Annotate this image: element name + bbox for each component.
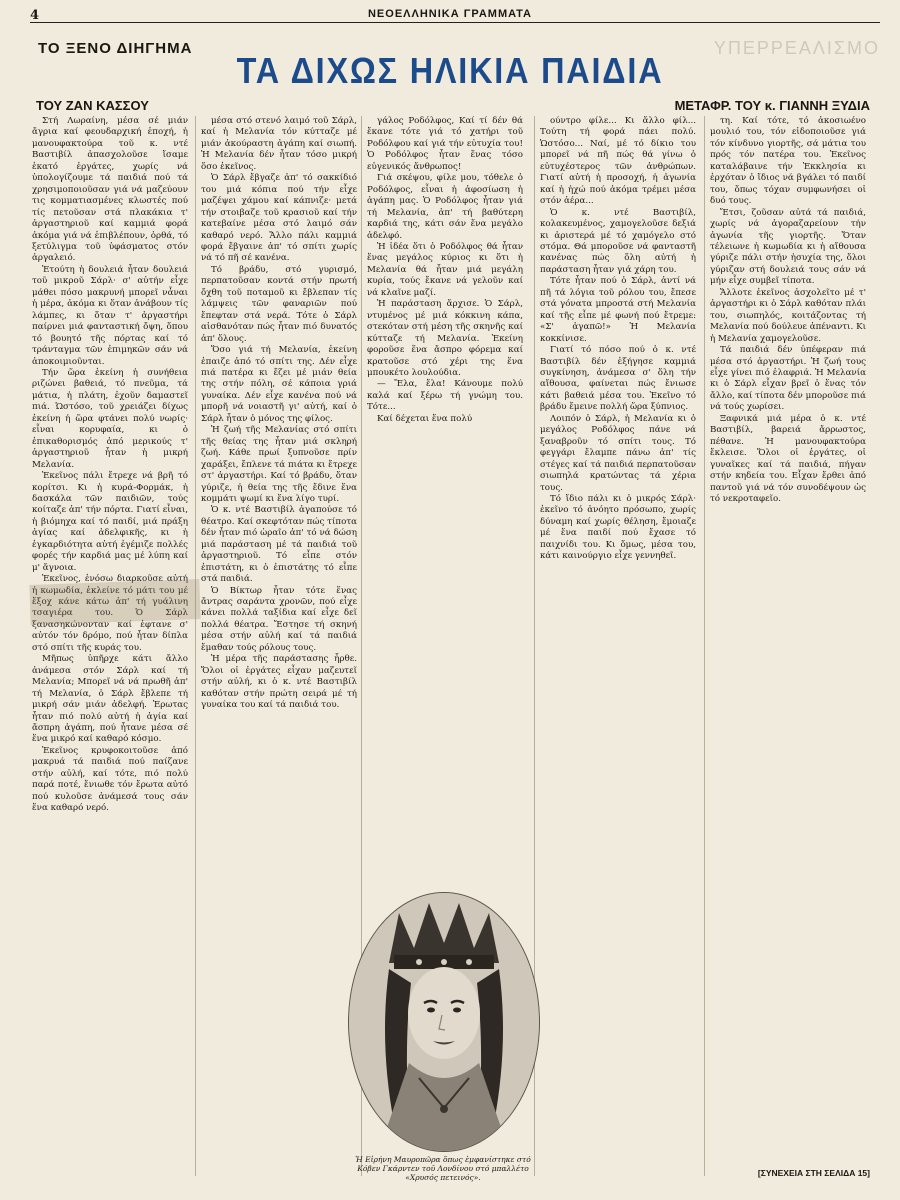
page-number: 4	[30, 8, 40, 23]
paragraph: Τά παιδιά δέν ὑπέφεραν πιά μέσα στό ἀργαστήρι. Ἡ ζωή τους εἶχε γίνει πιό ἐλαφριά. Ἡ Μελανία κι ὁ Σάρλ εἶχαν βρεῖ ὁ ἕνας τόν ἄλλο, καί τίποτα δέν μποροῦσε πιά νά τούς χωρίσει.	[710, 345, 866, 413]
paragraph: Γιατί τό πόσο πού ὁ κ. ντέ Βαστιβίλ δέν ἐξήγησε καμμιά συγκίνηση, ἀνάμεσα σ' ὅλη τήν αἴθουσα, φαίνεται πώς ἔνιωσε κάτι βαθειά μέσα του. Ἐκεῖνο τό βράδυ ἔμεινε πολλή ὥρα ξύπνιος.	[540, 345, 696, 413]
paragraph: Τό ἴδιο πάλι κι ὁ μικρός Σάρλ· ἐκεῖνο τό ἀνόητο πρόσωπο, χωρίς δύναμη καί χωρίς θέληση, ἔμοιαζε μέ ἕνα παιδί πού ἔχασε τό παιχνίδι του. Κι ὅμως, μέσα του, κάτι καινούργιο εἶχε γεννηθεῖ.	[540, 493, 696, 562]
paragraph: Ξαφνικά μιά μέρα ὁ κ. ντέ Βαστιβίλ, βαρειά ἄρρωστος, πέθανε. Ἡ μανουφακτούρα ἔκλεισε. Ὅλοι οἱ ἐργάτες, οἱ γυναῖκες καί τά παιδιά, πήγαν στήν κηδεία του. Εἶχαν ἔρθει ἀπό παντοῦ γιά νά τόν συνοδέψουν ὡς τό νεκροταφεῖο.	[710, 413, 866, 504]
paragraph: Τό βράδυ, στό γυρισμό, περπατοῦσαν κοντά στήν πρωτή ὄχθη τοῦ ποταμοῦ κι ἔβλεπαν τίς λάμψεις τῶν φαναριῶν πού ἔπεφταν στά νερά. Τότε ὁ Σάρλ αἰσθανόταν πώς ἦταν πιό δυνατός ἀπ' ὅλους.	[201, 264, 357, 344]
paragraph: τη. Καί τότε, τό ἀκοσιωένο μουλιό του, τόν εἰδοποιοῦσε γιά τόν κίνδυνο γιορτῆς, σά μάτια του πρός τόν πατέρα του. Ἐκεῖνος καταλάβαινε τήν Ἐκκλησία κι ἐρχόταν ὁ ἴδιος νά βγάλει τό παιδί του, ὅπως τόχαν συμφωνήσει οἱ δυό τους.	[710, 116, 866, 207]
paragraph: Ὁ κ. ντέ Βαστιβίλ, κολακευμένος, χαμογελοῦσε δεξιά κι ἀριστερά μέ τό χαμόγελο στό στόμα. Θά μποροῦσε νά φανταστῆ κανένας πώς ὅλη αὐτή ἡ παράσταση ἦταν γιά χάρη του.	[540, 207, 696, 275]
paragraph: Ἔτσι, ζοῦσαν αὐτά τά παιδιά, χωρίς νά ἀγοραζαρείουν τήν ἀγωνία τῆς γιορτῆς. Ὅταν τέλειωνε ἡ κωμωδία κι ἡ αἴθουσα γύριζε πάλι στήν ἡσυχία της, ὅλοι γύριζαν στή δουλειά τους σάν νά μήν εἶχε συμβεῖ τίποτα.	[710, 207, 866, 287]
dancer-illustration	[349, 893, 539, 1151]
text-column-4	[540, 116, 696, 1176]
paragraph: Ἐτούτη ἡ δουλειά ἦταν δουλειά τοῦ μικροῦ Σάρλ· σ' αὐτήν εἶχε μάθει πόσο μακρυνή μπορεῖ νἆναι ἡ μέρα, ἀκόμα κι ὅταν ἀνάβουν τίς λάμπες, κι ὅταν τ' ἀργαστήρι παίρνει μιά φανταστική ὄψη, ὅπου τό βουητό τῆς πόρτας καί τό τράνταγμα τῶν ἐπιμηκῶν σάν νά ἀποκοιμιοῦνται.	[32, 264, 188, 367]
paragraph: Ἡ μέρα τῆς παράστασης ἦρθε. Ὅλοι οἱ ἐργάτες εἶχαν μαζευτεῖ στήν αὐλή, κι ὁ κ. ντέ Βαστιβίλ καθόταν στήν πρώτη σειρά μέ τή γυναίκα του καί τά παιδιά του.	[201, 654, 357, 711]
paragraph: Γιά σκέψου, φίλε μου, τόθελε ὁ Ροδόλφος, εἶναι ἡ ἀφοσίωση ἡ ἀγάπη μας. Ὁ Ροδόλφος ἦταν γιά τή Μελανία, ἀπ' τή βαθύτερη καρδιά της, κάτι σάν ἕνα μεγάλο ἀδελφό.	[367, 173, 523, 241]
paragraph: Μῆπως ὑπῆρχε κάτι ἄλλο ἀνάμεσα στόν Σάρλ καί τή Μελανία; Μπορεῖ νά νά πρωθῆ ἀπ' τή Μελανία, ὁ Σάρλ ἔβλεπε τή μικρή σάν μιάν ἀδελφή. Ἐρωτας ἦταν πιό πολύ αὐτή ἡ ἁγία καί ἄσπρη ἀγάπη, πού ἦτανε μέσα σέ ἕνα μικρό καί καθαρό κόσμο.	[32, 654, 188, 745]
paragraph: Καί δέχεται ἕνα πολύ	[377, 413, 473, 424]
paragraph: Ἡ ζωή τῆς Μελανίας στό σπίτι τῆς θείας της ἦταν μιά σκληρή ζωή. Κάθε πρωί ξυπνοῦσε πρίν χαράξει, ἔπλενε τά πιάτα κι ἔτρεχε στ' ἀργαστήρι. Καί τό βράδυ, ὅταν γύριζε, ἡ θεία της τῆς ἔδινε ἕνα κομμάτι ψωμί κι ἕνα λίγο τυρί.	[201, 425, 357, 504]
paragraph: Ὁ Βίκτωρ ἦταν τότε ἕνας ἄντρας σαράντα χρονῶν, πού εἶχε κάνει πολλά ταξίδια καί εἶχε δεῖ πολλά θέατρα. Ἔστησε τή σκηνή μέσα στήν αὐλή καί τά παιδιά ἔμαθαν τούς ρόλους τους.	[201, 585, 357, 653]
portrait-photo	[338, 892, 548, 1154]
page-header	[0, 6, 900, 26]
paragraph: Ἡ ἰδέα ὅτι ὁ Ροδόλφος θά ἦταν ἕνας μεγάλος κύριος κι ὅτι ἡ Μελανία θά ἦταν μιά μεγάλη κυρία, τούς ἔκανε νά γελοῦν καί νά κλαῖνε μαζί.	[367, 241, 523, 298]
paragraph: Ὁ Σάρλ ἔβγαζε ἀπ' τό σακκίδιό του μιά κόπια πού τήν εἶχε μαζέψει χάμου καί κάπνιζε· μετά τήν στοιβαζε τοῦ κρασιοῦ καί τήν κατεβαίνε μέσα στό λαιμό σάν καθαρό νερό. Ἄλλο πάλι καμμιά φορά ἔβγαινε ἀπ' τό σπίτι χωρίς νά τό πῆ σέ κανένα.	[201, 173, 357, 264]
continued-note: [ΣΥΝΕΧΕΙΑ ΣΤΗ ΣΕΛΙΔΑ 15]	[757, 1168, 870, 1178]
paragraph: Ὅσο γιά τή Μελανία, ἐκείνη ἐπαιζε ἀπό τό σπίτι της. Δέν εἶχε πιά πατέρα κι ἔζει μέ μιάν θεία της στήν πόλη, σέ κάποια γριά γυναίκα. Δέν εἶχε κανένα πού νά μπορῆ νά νοιαστῆ γι' αὐτή, καί ὁ Σάρλ ἦταν ὁ μόνος της φίλος.	[201, 345, 357, 424]
text-column-2	[201, 116, 357, 1176]
article-title: ΤΑ ΔΙΧΩΣ ΗΛΙΚΙΑ ΠΑΙΔΙΑ	[236, 50, 664, 91]
paragraph: Τότε ἦταν πού ὁ Σάρλ, ἀντί νά πῆ τά λόγια τοῦ ρόλου του, ἔπεσε στά γόνατα μπροστά στή Μελανία καί τῆς εἶπε μέ φωνή πού ἔτρεμε: «Σ' ἀγαπῶ!» Ἡ Μελανία κοκκίνισε.	[540, 276, 696, 344]
paragraph: ούντρο φίλε... Κι ἄλλο φίλ... Τούτη τή φορά πάει πολύ. Ὡστόσο... Ναί, μέ τό δίκιο του μπορεῖ νά πῆ πώς θά γίνω ὁ εὐτυχέστερος τῶν ἀνθρώπων. Γιατί αὐτή ἡ προσοχή, ἡ ἀγωνία καί ἡ ἠχώ πού ἀκόμα τρέμει μέσα στόν ἀέρα...	[540, 116, 696, 207]
paragraph: Ἐκεῖνος, ἐνόσω διαρκοῦσε αὐτή ἡ κωμωδία, ἐκλείνε τό μάτι του μέ ἔξοχ κάνε κάτω ἀπ' τή γυάλινη τσαγιέρα του. Ὁ Σάρλ ξανασηκώνονταν καί ἐφτανε σ' αὐτόν τόν δρόμο, πού ἦταν δίπλα στό σπίτι τῆς κυράς του.	[32, 574, 188, 653]
section-label: ΤΟ ΞΕΝΟ ΔΙΗΓΗΜΑ	[38, 40, 193, 57]
column-divider	[704, 116, 705, 1176]
bleed-through-text: ΥΠΕΡΡΕΑΛΙΣΜΟ	[713, 38, 880, 58]
paper-stain	[29, 579, 200, 625]
paragraph: — Ἔλα, ἔλα! Κάνουμε πολύ καλά καί ξέρω τή γνώμη του. Τότε...	[367, 379, 523, 413]
author-byline: ΤΟΥ ΖΑΝ ΚΑΣΣΟΥ	[36, 98, 149, 113]
photo-caption: Ἡ Εἰρήνη Μαυροπῶρα ὅπως ἐμφανίστηκε στό Κόβεν Γκάρντεν τοῦ Λονδίνου στό μπαλλέτο «Χρυσός πετεινός».	[355, 1155, 531, 1182]
paragraph: Λοιπόν ὁ Σάρλ, ἡ Μελανία κι ὁ μεγάλος Ροδόλφος πάνε νά ξαναβροῦν τό σπίτι τους. Τό φεγγάρι ἔλαμπε πάνω ἀπ' τίς στέγες καί τά παιδιά περπατοῦσαν σιωπηλά κρατώντας τά χέρια τους.	[540, 413, 696, 493]
text-column-5	[710, 116, 866, 1156]
paragraph: Ἐκεῖνος πάλι ἔτρεχε νά βρῆ τό κορίτσι. Κι ἡ κυρά-Φορμάκ, ἡ δασκάλα τῶν παιδιῶν, τούς κοίταζε ἀπ' τήν πόρτα. Γιατί εἶναι, ἡ βιόμηχα καί τό παιδί, μιά πράξη ἁγίας καί ἀδελφικῆς, κι ἡ ἐγκαρδιότητα αὐτή ἐγέμιζε πολλές φορές τήν καρδιά μας μέ λύπη καί μ' ἄγνοια.	[32, 471, 188, 573]
paragraph: μέσα στό στενό λαιμό τοῦ Σάρλ, καί ἡ Μελανία τόν κύτταζε μέ μιάν ἀκούραστη ἀγάπη καί σιωπή. Ἡ Μελανία δέν ἦταν τόσο μικρή ὅσο ἐκεῖνος.	[201, 116, 357, 172]
paragraph: Ἡ παράσταση ἄρχισε. Ὁ Σάρλ, ντυμένος μέ μιά κόκκινη κάπα, στεκόταν στή μέση τῆς σκηνῆς καί κύτταζε τή Μελανία. Ἐκείνη φοροῦσε ἕνα ἄσπρο φόρεμα καί κρατοῦσε στό χέρι της ἕνα μπουκέτο λουλούδια.	[367, 299, 523, 378]
header-rule	[30, 22, 880, 23]
paragraph: Ἄλλοτε ἐκεῖνος ἀσχολεῖτο μέ τ' ἀργαστήρι κι ὁ Σάρλ καθόταν πλάι του, σιωπηλός, κοιτάζοντας τή Μελανία πού δούλευε ἀπέναντι. Κι ἡ Μελανία χαμογελοῦσε.	[710, 287, 866, 344]
paragraph: Ἐκεῖνος κρυφοκοιτοῦσε ἀπό μακρυά τά παιδιά πού παίζανε στήν αὐλή, καί τότε, πιό πολύ παρά ποτέ, ἔνιωθε τόν ἔρωτα αὐτό πού κυλοῦσε ἀνάμεσά τους σάν ἕνα καθαρό νερό.	[32, 745, 188, 814]
magazine-title: ΝΕΟΕΛΛΗΝΙΚΑ ΓΡΑΜΜΑΤΑ	[367, 8, 532, 20]
paragraph: Στή Λωραίνη, μέσα σέ μιάν ἄγρια καί φεουδαρχική ἐποχή, ἡ μανουφακτούρα τοῦ κ. ντέ Βαστιβίλ ἀπασχολοῦσε ἴσαμε ἑκατό ἐργάτες, χωρίς νά ὑπολογίζουμε τά παιδιά πού τά χρησιμοποιοῦσαν γιά νά μαζεύουν τις κομματιασμένες κλωστές πού τίς πετοῦσαν στά πλακάκια τ' ἀργαστηριοῦ καί καμμιά φορά ἀκόμα γιά νά ἐπιβλέπουν, ὀρθά, τό ξετύλιγμα τοῦ ὑφάσματος στόν ἀργαλειό.	[32, 116, 188, 264]
oval-portrait	[348, 892, 540, 1152]
paragraph: Ὁ κ. ντέ Βαστιβίλ ἀγαπούσε τό θέατρο. Καί σκεφτόταν πώς τίποτα δέν ἦταν πιό ὡραῖο ἀπ' τό νά δώση μιά παράσταση μέ τά παιδιά τοῦ ἀργαστηριοῦ. Τό εἶπε στόν ἐπιστάτη, κι ὁ ἐπιστάτης τό εἶπε στά παιδιά.	[201, 505, 357, 585]
translator-byline: ΜΕΤΑΦΡ. ΤΟΥ κ. ΓΙΑΝΝΗ ΞΥΔΙΑ	[674, 98, 870, 113]
paragraph: Τήν ὥρα ἐκείνη ἡ συνήθεια ριζώνει βαθειά, τό πνεῦμα, τά μάτια, ἡ πλάτη, ἐχοῦν δαμαστεῖ πιά. Ὡστόσο, τοῦ χρειάζει δίχως ἐκείνη ἡ ὥρα φτάνει πολύ νωρίς· εἶναι κορυφαία, κι ὁ ἐπικαθορισμός ἀπό μερικούς τ' ἀργαστηριοῦ ἦταν ἡ μικρή Μελανία.	[32, 367, 188, 470]
text-column-3	[367, 116, 523, 516]
text-column-1	[32, 116, 188, 1176]
paragraph: γάλος Ροδόλφος, Καί τί δέν θά ἔκανε τότε γιά τό χατήρι τοῦ Ροδόλφου καί γιά τήν εὐτυχία του! Ὁ Ροδόλφος ἦταν ἕνας τόσο εὐγενικός ἄνθρωπος!	[367, 116, 523, 172]
column-divider	[195, 116, 196, 1176]
